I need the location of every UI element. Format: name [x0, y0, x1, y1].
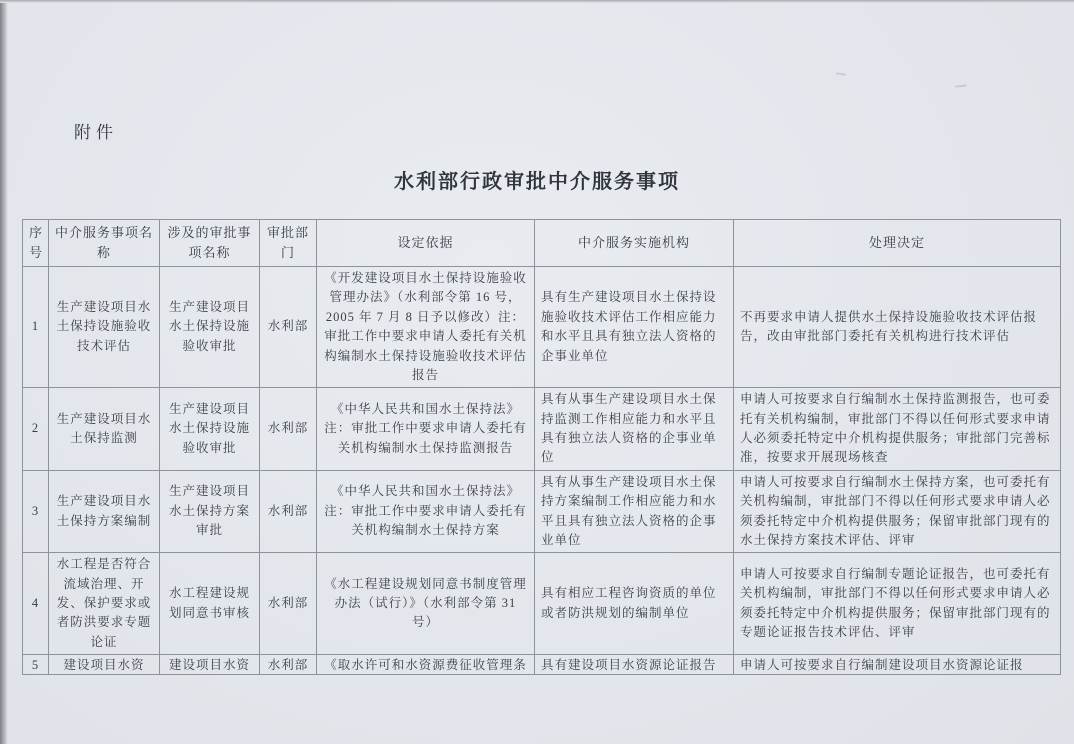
- cell-approval-item-name: 生产建设项目水土保持设施验收审批: [160, 388, 260, 471]
- header-setting-basis: 设定依据: [317, 220, 535, 267]
- cell-service-item-name: 建设项目水资: [49, 655, 160, 675]
- cell-approval-item-name: 水工程建设规划同意书审核: [160, 553, 260, 655]
- cell-setting-basis: 《取水许可和水资源费征收管理条: [317, 655, 535, 675]
- cell-service-item-name: 生产建设项目水土保持设施验收技术评估: [49, 267, 160, 388]
- document-title: 水利部行政审批中介服务事项: [394, 171, 680, 193]
- cell-service-item-name: 生产建设项目水土保持方案编制: [49, 470, 160, 553]
- cell-approval-item-name: 建设项目水资: [160, 655, 260, 675]
- table-row: [23, 388, 1061, 471]
- cell-processing-decision: 申请人可按要求自行编制水土保持方案，也可委托有关机构编制，审批部门不得以任何形式要求申请人必须委托特定中介机构提供服务；保留审批部门现有的水土保持方案技术评估、评审: [734, 470, 1061, 553]
- cell-setting-basis: 《开发建设项目水土保持设施验收管理办法》（水利部令第 16 号，2005 年 7 月 8 日予以修改）注：审批工作中要求申请人委托有关机构编制水土保持设施验收技术评估报告: [317, 267, 535, 388]
- scanner-edge-left: [0, 0, 8, 744]
- table-row: [23, 553, 1061, 655]
- cell-processing-decision: 申请人可按要求自行编制专题论证报告，也可委托有关机构编制，审批部门不得以任何形式要求申请人必须委托特定中介机构提供服务；保留审批部门现有的专题论证报告技术评估、评审: [734, 553, 1061, 655]
- attachment-label: 附件: [74, 123, 118, 142]
- header-approval-item-name: 涉及的审批事项名称: [160, 220, 260, 267]
- header-processing-decision: 处理决定: [734, 220, 1061, 267]
- header-serial-number: 序号: [23, 220, 49, 267]
- table-row: [23, 267, 1061, 388]
- cell-processing-decision: 申请人可按要求自行编制建设项目水资源论证报: [734, 655, 1061, 675]
- cell-processing-decision: 不再要求申请人提供水土保持设施验收技术评估报告，改由审批部门委托有关机构进行技术评估: [734, 267, 1061, 388]
- table-header-row: [23, 220, 1061, 267]
- cell-setting-basis: 《中华人民共和国水土保持法》注：审批工作中要求申请人委托有关机构编制水土保持监测报告: [317, 388, 535, 471]
- cell-implementing-agency: 具有建设项目水资源论证报告: [535, 655, 734, 675]
- cell-serial-number: 3: [23, 470, 49, 553]
- cell-processing-decision: 申请人可按要求自行编制水土保持监测报告，也可委托有关机构编制，审批部门不得以任何形式要求申请人必须委托特定中介机构提供服务；审批部门完善标准，按要求开展现场核查: [734, 388, 1061, 471]
- cell-approval-department: 水利部: [260, 655, 317, 675]
- cell-serial-number: 2: [23, 388, 49, 471]
- cell-serial-number: 5: [23, 655, 49, 675]
- header-implementing-agency: 中介服务实施机构: [535, 220, 734, 267]
- cell-approval-department: 水利部: [260, 388, 317, 471]
- cell-implementing-agency: 具有相应工程咨询资质的单位或者防洪规划的编制单位: [535, 553, 734, 655]
- table-row-clipped: [23, 655, 1061, 675]
- cell-approval-department: 水利部: [260, 553, 317, 655]
- cell-approval-item-name: 生产建设项目水土保持方案审批: [160, 470, 260, 553]
- cell-implementing-agency: 具有从事生产建设项目水土保持方案编制工作相应能力和水平且具有独立法人资格的企事业单位: [535, 470, 734, 553]
- cell-setting-basis: 《水工程建设规划同意书制度管理办法（试行）》（水利部令第 31 号）: [317, 553, 535, 655]
- table-row: [23, 470, 1061, 553]
- scanner-edge-top: [0, 0, 1074, 3]
- cell-service-item-name: 生产建设项目水土保持监测: [49, 388, 160, 471]
- service-items-table: [22, 219, 1061, 675]
- header-service-item-name: 中介服务事项名称: [49, 220, 160, 267]
- cell-approval-department: 水利部: [260, 470, 317, 553]
- cell-setting-basis: 《中华人民共和国水土保持法》注：审批工作中要求申请人委托有关机构编制水土保持方案: [317, 470, 535, 553]
- cell-implementing-agency: 具有生产建设项目水土保持设施验收技术评估工作相应能力和水平且具有独立法人资格的企事业单位: [535, 267, 734, 388]
- cell-approval-item-name: 生产建设项目水土保持设施验收审批: [160, 267, 260, 388]
- header-approval-department: 审批部门: [260, 220, 317, 267]
- cell-serial-number: 4: [23, 553, 49, 655]
- cell-service-item-name: 水工程是否符合流域治理、开发、保护要求或者防洪要求专题论证: [49, 553, 160, 655]
- cell-approval-department: 水利部: [260, 267, 317, 388]
- cell-serial-number: 1: [23, 267, 49, 388]
- cell-implementing-agency: 具有从事生产建设项目水土保持监测工作相应能力和水平且具有独立法人资格的企事业单位: [535, 388, 734, 471]
